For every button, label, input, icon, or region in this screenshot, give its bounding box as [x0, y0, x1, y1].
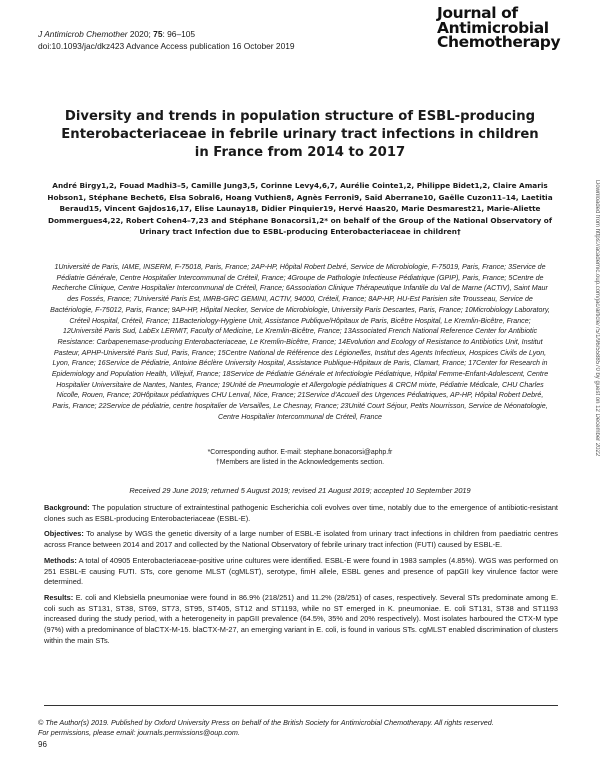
copyright-footer	[38, 718, 494, 738]
abstract-text: A total of 40905 Enterobacteriaceae-positive urine cultures were identified. ESBL-E were found in 1983 samples (4.85%). WGS was performed on 251 ESBL-E causing FUTI. STs, core genome MLST (cgMLST), serotype, fimH allele, ESBL genes and presence of papGII key virulence factor were determined.	[44, 555, 558, 587]
citation-line	[38, 28, 295, 40]
journal-abbrev: J Antimicrob Chemother	[38, 29, 128, 39]
abstract-text: To analyse by WGS the genetic diversity of a large number of ESBL-E isolated from urinary tract infections in children from paediatric centres across France between 2014 and 2017 and collected by the National Observatory of febrile urinary tract infection (FUTI) caused by ESBL-E.	[44, 529, 558, 550]
footer-divider	[44, 705, 558, 706]
page-number: 96	[38, 740, 47, 749]
corresponding-author: *Corresponding author. E-mail: stephane.bonacorsi@aphp.fr	[207, 449, 393, 456]
members-note: †Members are listed in the Acknowledgements section.	[215, 459, 385, 466]
correspondence-block	[40, 448, 560, 468]
abstract-label: Objectives:	[44, 529, 84, 539]
logo-line-2: Antimicrobial	[437, 18, 549, 37]
permissions-line: For permissions, please email: journals.permissions@oup.com.	[38, 728, 240, 737]
download-side-note	[590, 180, 600, 620]
copyright-line: © The Author(s) 2019. Published by Oxford University Press on behalf of the British Society for Antimicrobial Chemotherapy. All rights reserved.	[38, 718, 494, 727]
citation-volume: 75	[153, 29, 163, 39]
abstract-methods	[44, 556, 558, 588]
download-side-note-text: Downloaded from https://academic.oup.com/jac/article/75/1/96/5588570 by guest on 12 December 2022	[594, 180, 600, 457]
citation-header	[38, 28, 295, 52]
abstract-label: Results:	[44, 592, 74, 602]
abstract-results	[44, 593, 558, 647]
citation-pages: : 96–105	[162, 29, 196, 39]
logo-line-1: Journal of	[437, 4, 518, 22]
logo-line-3: Chemotherapy	[437, 33, 561, 51]
abstract-text: E. coli and Klebsiella pneumoniae were found in 86.9% (218/251) and 11.2% (28/251) of cases, respectively. Several STs predominate among E. coli such as ST131, ST38, ST69, ST73, ST95, ST405, ST12 and ST1193, while no ST emerged in K. pneumoniae. E. coli ST131, ST38 and ST1193 increased during the study period, with a heterogeneity in papGII prevalence (64.5%, 35% and 20% respectively). Most isolates harboured the CTX-M type (97%) with a predominance of blaCTX-M-15. blaCTX-M-27, an emerging variant in E. coli, is found in various STs. cgMLST enabled discrimination of clusters within the main STs.	[44, 592, 558, 645]
abstract-background	[44, 503, 558, 524]
citation-year: 2020;	[127, 29, 154, 39]
abstract-objectives	[44, 529, 558, 550]
abstract-label: Methods:	[44, 555, 77, 565]
journal-logo	[437, 6, 560, 50]
history-dates: Received 29 June 2019; returned 5 August 2019; revised 21 August 2019; accepted 10 September 2019	[129, 486, 471, 495]
doi-line: doi:10.1093/jac/dkz423 Advance Access publication 16 October 2019	[38, 41, 295, 51]
abstract-text: The population structure of extraintestinal pathogenic Escherichia coli evolves over time, notably due to the emergence of antibiotic-resistant clones such as ESBL-producing Enterobacteriaceae (ESBL-E).	[44, 503, 558, 523]
article-title: Diversity and trends in population structure of ESBL-producing Enterobacteriaceae in febrile urinary tract infections in children in France from 2014 to 2017	[61, 109, 539, 160]
affiliations: 1Université de Paris, IAME, INSERM, F-75018, Paris, France; 2AP-HP, Hôpital Robert Debré, Service de Microbiologie, F-75019, Paris, France; 3Service de Pédiatrie Générale, Centre Hospitalier Intercommunal de Créteil, France; 4Groupe de Pathologie Infectieuse Pédiatrique (GPIP), Paris, France; 5Centre de Recherche Clinique, Centre Hospitalier Intercommunal de Créteil, France; 6Association Clinique Thérapeutique Infantile du Val de Marne (ACTIV), Saint Maur des Fossés, France; 7Université Paris Est, IMRB-GRC GEMINI, ACTIV, 94000, Créteil, France; 8AP-HP, HU-Est Parisien site Trousseau, Service de Bactériologie, F-75012, Paris, France; 9AP-HP, Hôpital Necker, Service de Microbiologie, University Paris Descartes, Paris, France; 10Microbiology Laboratory, Créteil Hospital, Créteil, France; 11Bacteriology-Hygiene Unit, Assistance Publique/Hôpitaux de Paris, Bicêtre Hospital, Le Kremlin-Bicêtre, France; 12Université Paris Sud, LabEx LERMIT, Faculty of Medicine, Le Kremlin-Bicêtre, France; 13Associated French National Reference Center for Antibiotic Resistance: Carbapenemase-producing Enterobacteriaceae, Le Kremlin-Bicêtre, France; 14Evolution and Ecology of Resistance to Antibiotics Unit, Institut Pasteur, APHP-Université Paris Sud, Paris, France; 15Centre National de Référence des Légionelles, Institut des Agents Infectieux, Hospices Civils de Lyon, Lyon, France; 16Service de Pédiatrie, Antoine Béclère University Hospital, Assistance Publique-Hôpitaux de Paris, Clamart, France; 17Center for Research in Epidemiology and Population Health, Villejuif, France; 18Service de Pédiatrie Générale et Infectiologie Pédiatrique, Hôpital Femme-Enfant-Adolescent, Centre Hospitalier Universitaire de Nantes, Nantes, France; 19Unité de Pneumologie et Allergologie pédiatriques & CRCM mixte, Pédiatrie Médicale, CHU Charles Nicolle, Rouen, France; 20Hôpitaux pédiatriques CHU Lenval, Nice, France; 21Service d'Accueil des Urgences Pédiatriques, AP-HP, Hôpital Robert Debré, Paris, France; 22Service de pédiatrie, centre hospitalier de Versailles, Le Chesnay, France; 23Unité Court Séjour, Petits Nourrisson, Service de Néonatologie, Centre Hospitalier Intercommunal de Créteil, France	[50, 263, 550, 421]
abstract	[44, 503, 558, 651]
abstract-label: Background:	[44, 503, 90, 512]
author-list: André Birgy1,2, Fouad Madhi3–5, Camille Jung3,5, Corinne Levy4,6,7, Aurélie Cointe1,2, Philippe Bidet1,2, Claire Amaris Hobson1, Stéphane Bechet6, Elsa Sobral6, Hoang Vuthien8, Agnès Ferroni9, Saïd Aberrane10, Gaëlle Cuzon11–14, Laetitia Beraud15, Vincent Gajdos16,17, Elise Launay18, Didier Pinquier19, Hervé Haas20, Marie Desmarest21, Marie-Aliette Dommergues4,22, Robert Cohen4–7,23 and Stéphane Bonacorsi1,2* on behalf of the Group of the National Observatory of Urinary tract Infection due to ESBL-producing Enterobacteriaceae in children†	[47, 181, 553, 236]
